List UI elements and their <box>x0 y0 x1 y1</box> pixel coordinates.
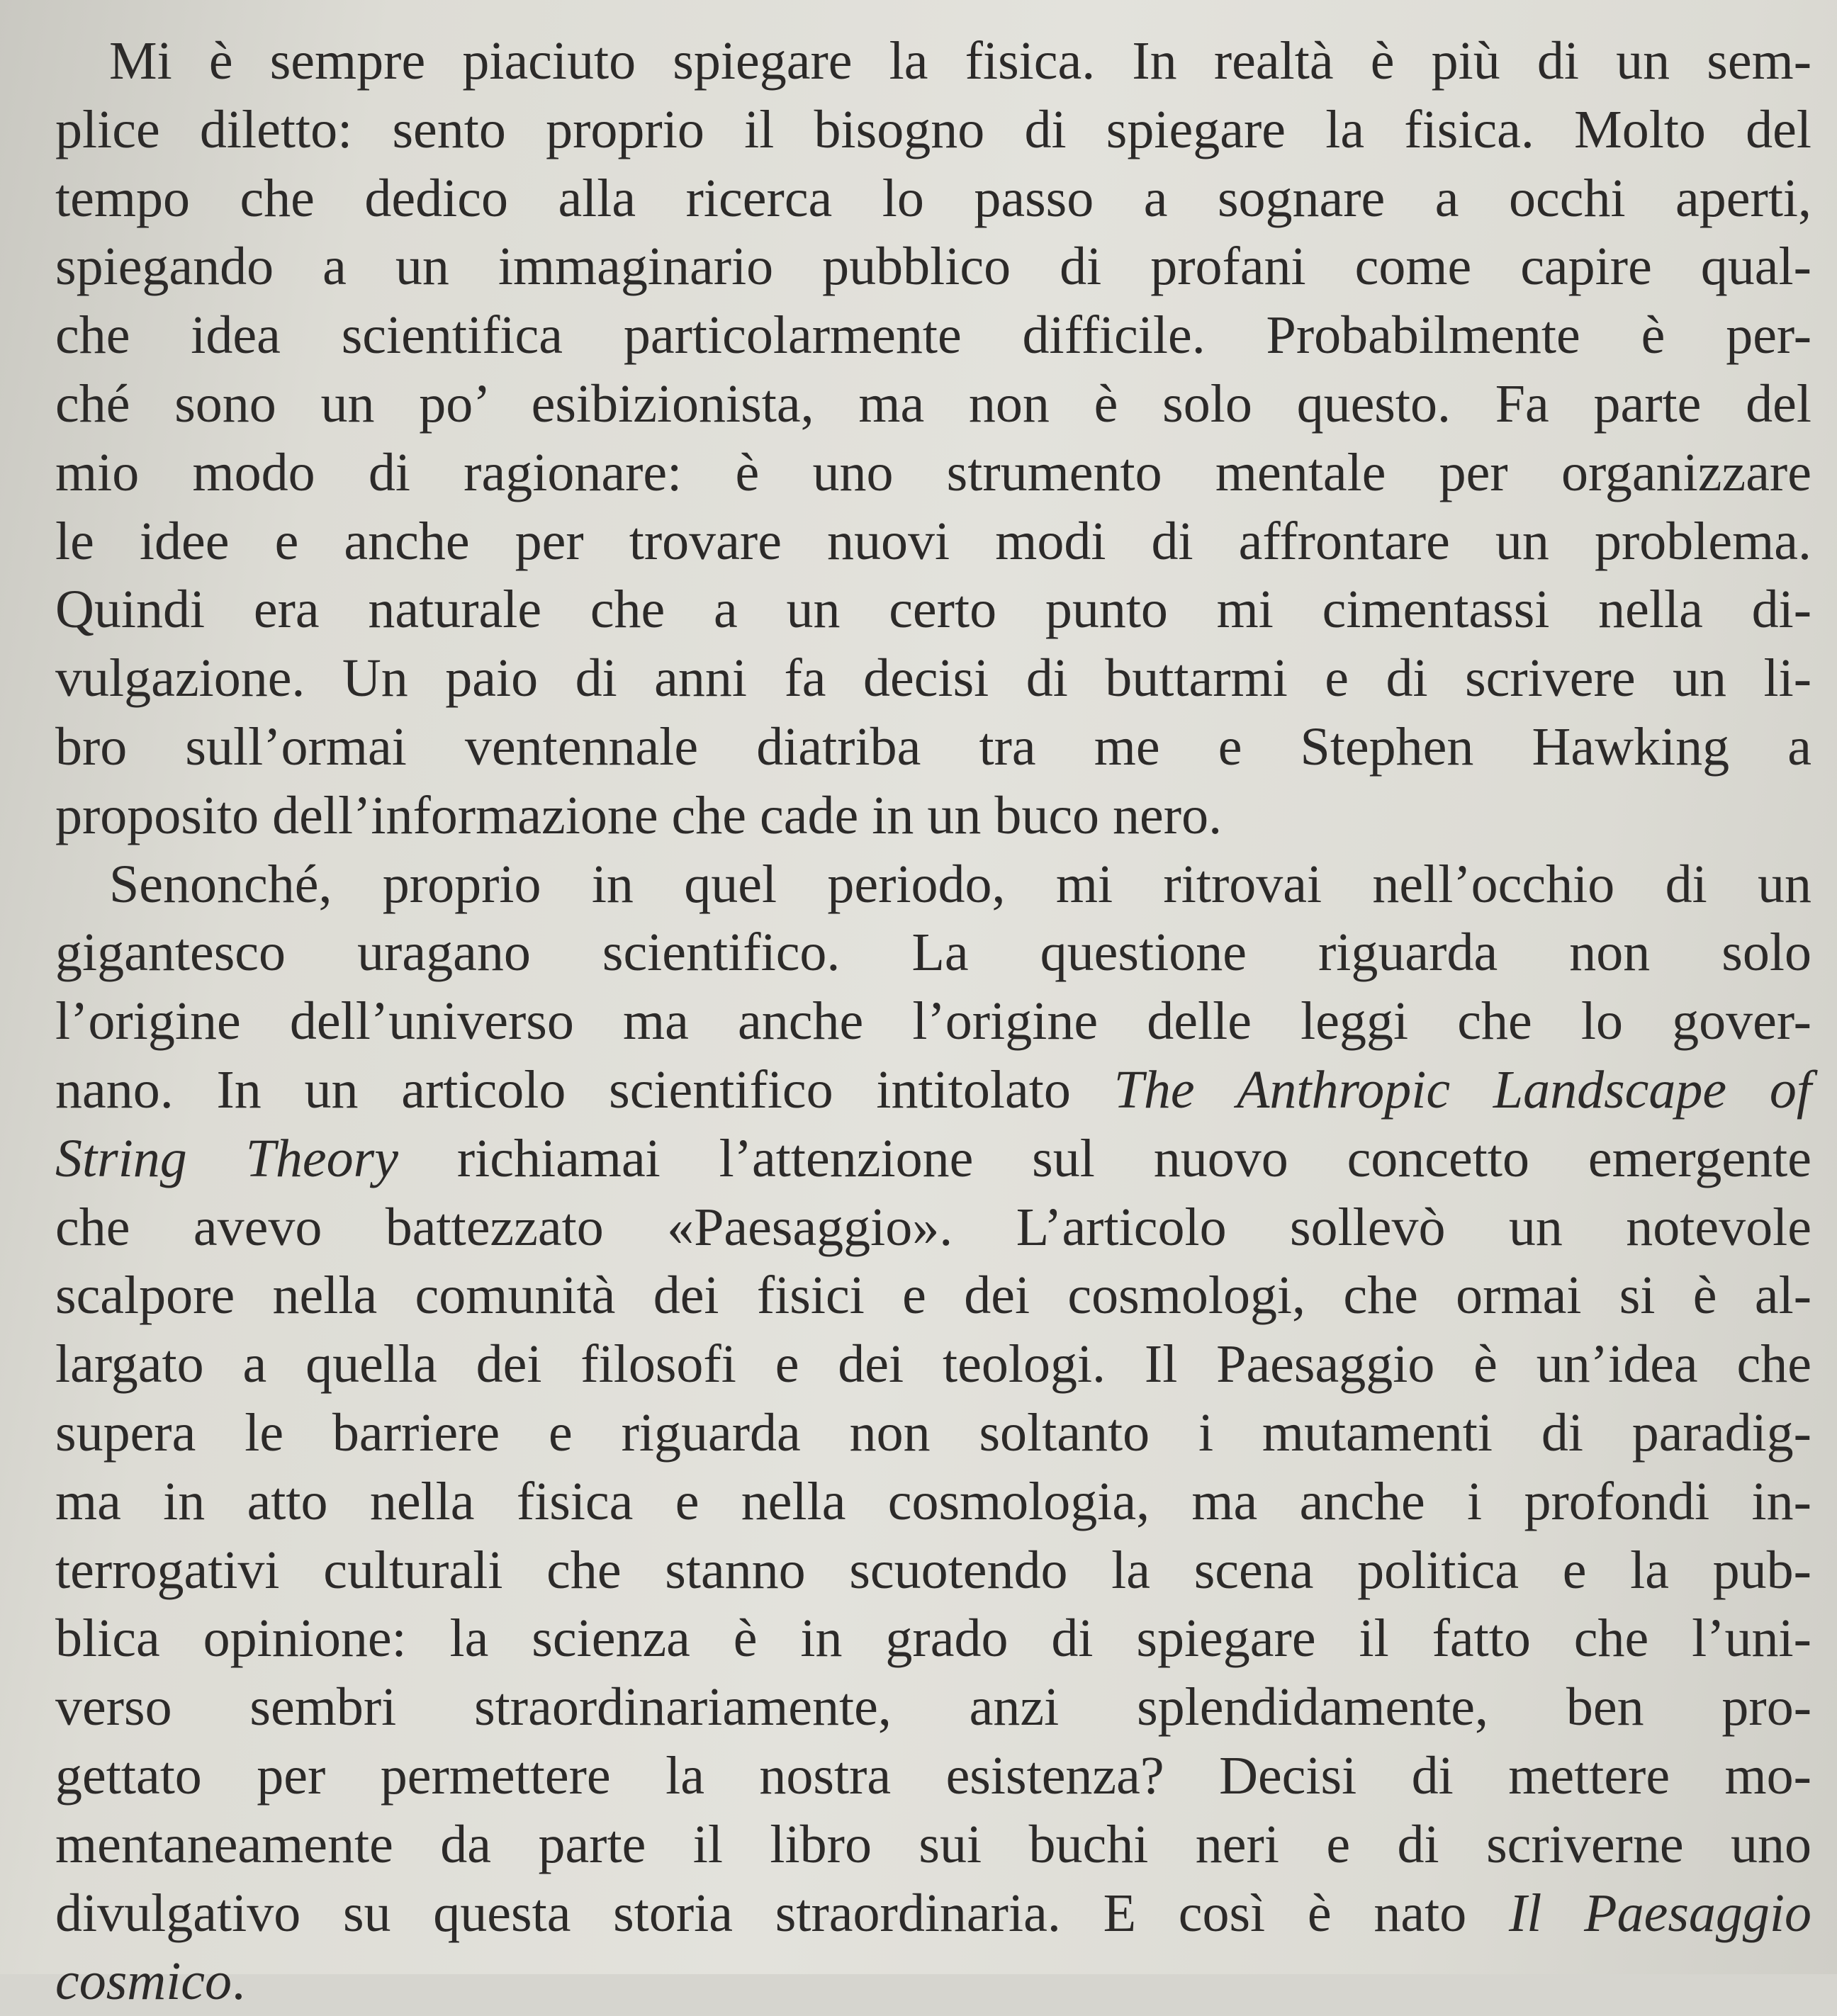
text-line: Mi è sempre piaciuto spiegare la fisica. In realtà è più di un sem- <box>109 31 1812 91</box>
text-line: gettato per permettere la nostra esistenza? Decisi di mettere mo- <box>55 1745 1811 1806</box>
text-line: l’origine dell’universo ma anche l’origine delle leggi che lo gover- <box>55 991 1811 1052</box>
text-line: proposito dell’informazione che cade in un buco nero. <box>55 785 1223 845</box>
text-line <box>55 1879 1811 1948</box>
text-line: mio modo di ragionare: è uno strumento mentale per organizzare <box>55 442 1811 502</box>
text-line: plice diletto: sento proprio il bisogno di spiegare la fisica. Molto del <box>55 99 1812 159</box>
text-line <box>55 1125 1811 1193</box>
text-line <box>55 1947 1811 2016</box>
text-line: largato a quella dei filosofi e dei teologi. Il Paesaggio è un’idea che <box>55 1334 1811 1395</box>
text-line: scalpore nella comunità dei fisici e dei cosmologi, che ormai si è al- <box>55 1266 1812 1326</box>
text-line: ma in atto nella fisica e nella cosmologia, ma anche i profondi in- <box>55 1471 1811 1531</box>
text-line: tempo che dedico alla ricerca lo passo a sognare a occhi aperti, <box>55 168 1812 228</box>
text-line: che idea scientifica particolarmente difficile. Probabilmente è per- <box>55 305 1812 366</box>
book-title-part: Il Paesaggio <box>1509 1883 1812 1943</box>
text-run: nano. In un articolo scientifico intitolato <box>55 1059 1114 1120</box>
text-line: le idee e anche per trovare nuovi modi di affrontare un problema. <box>55 511 1812 571</box>
body-text <box>55 27 1811 2016</box>
text-run: . <box>232 1952 246 2012</box>
text-line: blica opinione: la scienza è in grado di spiegare il fatto che l’uni- <box>55 1609 1811 1669</box>
text-line: che avevo battezzato «Paesaggio». L’articolo sollevò un notevole <box>55 1197 1812 1257</box>
text-line: ché sono un po’ esibizionista, ma non è solo questo. Fa parte del <box>55 373 1811 434</box>
text-line: spiegando a un immaginario pubblico di profani come capire qual- <box>55 237 1811 297</box>
text-line: verso sembri straordinariamente, anzi splendidamente, ben pro- <box>55 1677 1812 1738</box>
text-line: supera le barriere e riguarda non soltanto i mutamenti di paradig- <box>55 1402 1811 1463</box>
text-line: terrogativi culturali che stanno scuotendo la scena politica e la pub- <box>55 1540 1811 1600</box>
text-line: Quindi era naturale che a un certo punto mi cimentassi nella di- <box>55 580 1812 640</box>
book-title-part: cosmico <box>55 1952 232 2012</box>
text-run: richiamai l’attenzione sul nuovo concetto emergente <box>398 1128 1811 1188</box>
text-line: mentaneamente da parte il libro sui buchi neri e di scriverne uno <box>55 1814 1812 1874</box>
article-title-part: The Anthropic Landscape of <box>1113 1059 1811 1120</box>
text-run: divulgativo su questa storia straordinaria. E così è nato <box>55 1883 1509 1943</box>
article-title-part: String Theory <box>55 1128 398 1188</box>
text-line <box>55 1056 1811 1125</box>
text-line: Senonché, proprio in quel periodo, mi ritrovai nell’occhio di un <box>109 854 1811 914</box>
text-line: gigantesco uragano scientifico. La questione riguarda non solo <box>55 923 1811 983</box>
text-line: vulgazione. Un paio di anni fa decisi di buttarmi e di scrivere un li- <box>55 648 1812 709</box>
text-line: bro sull’ormai ventennale diatriba tra me e Stephen Hawking a <box>55 716 1811 777</box>
